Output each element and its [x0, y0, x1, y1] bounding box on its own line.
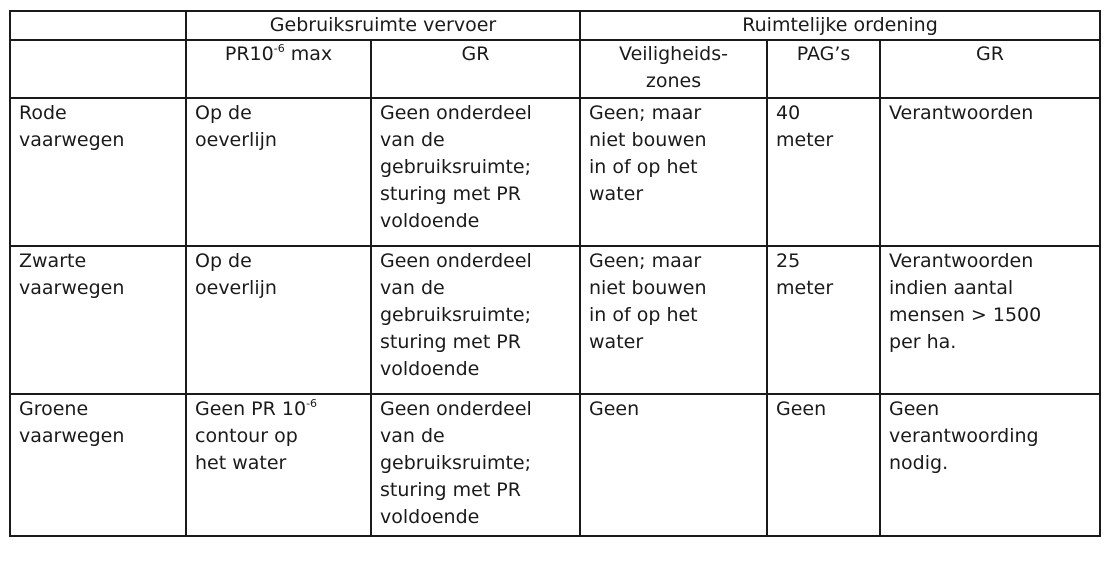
cell-safety-zones: Geen; maar niet bouwen in of op het water — [580, 246, 767, 394]
row-label: Zwarte vaarwegen — [10, 246, 186, 394]
cell-pr-base: Geen PR 10 — [195, 398, 307, 420]
table-row-red-waterways — [10, 98, 1100, 246]
row-label: Rode vaarwegen — [10, 98, 186, 246]
cell-pr-sup: -6 — [306, 397, 318, 410]
cell-safety-zones: Geen; maar niet bouwen in of op het water — [580, 98, 767, 246]
cell-pag: Geen — [767, 394, 880, 536]
table-header-column-row — [10, 40, 1100, 98]
cell-pr — [186, 394, 371, 536]
cell-gr-planning: Verantwoorden indien aantal mensen > 1500 per ha. — [880, 246, 1100, 394]
table-header-group-row — [10, 11, 1100, 40]
regulation-table — [9, 10, 1101, 537]
cell-pr: Op de oeverlijn — [186, 246, 371, 394]
cell-gr-planning: Geen verantwoording nodig. — [880, 394, 1100, 536]
cell-pr-rest: contour op het water — [195, 425, 298, 474]
header-empty-cell — [10, 11, 186, 40]
row-label: Groene vaarwegen — [10, 394, 186, 536]
cell-gr-transport: Geen onderdeel van de gebruiksruimte; sturing met PR voldoende — [371, 394, 580, 536]
header-col-pr-base: PR10 — [224, 43, 274, 65]
header-col-pr — [186, 40, 371, 98]
cell-pag: 40 meter — [767, 98, 880, 246]
header-col-pr-suffix: max — [284, 43, 333, 65]
header-col-safety-zones: Veiligheids- zones — [580, 40, 767, 98]
table-row-black-waterways — [10, 246, 1100, 394]
header-col-gr-transport: GR — [371, 40, 580, 98]
cell-gr-transport: Geen onderdeel van de gebruiksruimte; sturing met PR voldoende — [371, 98, 580, 246]
header-col-pag: PAG’s — [767, 40, 880, 98]
header-col-gr-planning: GR — [880, 40, 1100, 98]
header-group-planning: Ruimtelijke ordening — [580, 11, 1100, 40]
cell-gr-transport: Geen onderdeel van de gebruiksruimte; sturing met PR voldoende — [371, 246, 580, 394]
cell-pr: Op de oeverlijn — [186, 98, 371, 246]
cell-gr-planning: Verantwoorden — [880, 98, 1100, 246]
cell-pag: 25 meter — [767, 246, 880, 394]
header-empty-cell — [10, 40, 186, 98]
cell-safety-zones: Geen — [580, 394, 767, 536]
header-group-transport: Gebruiksruimte vervoer — [186, 11, 580, 40]
table-row-green-waterways — [10, 394, 1100, 536]
header-col-pr-sup: -6 — [273, 42, 285, 55]
